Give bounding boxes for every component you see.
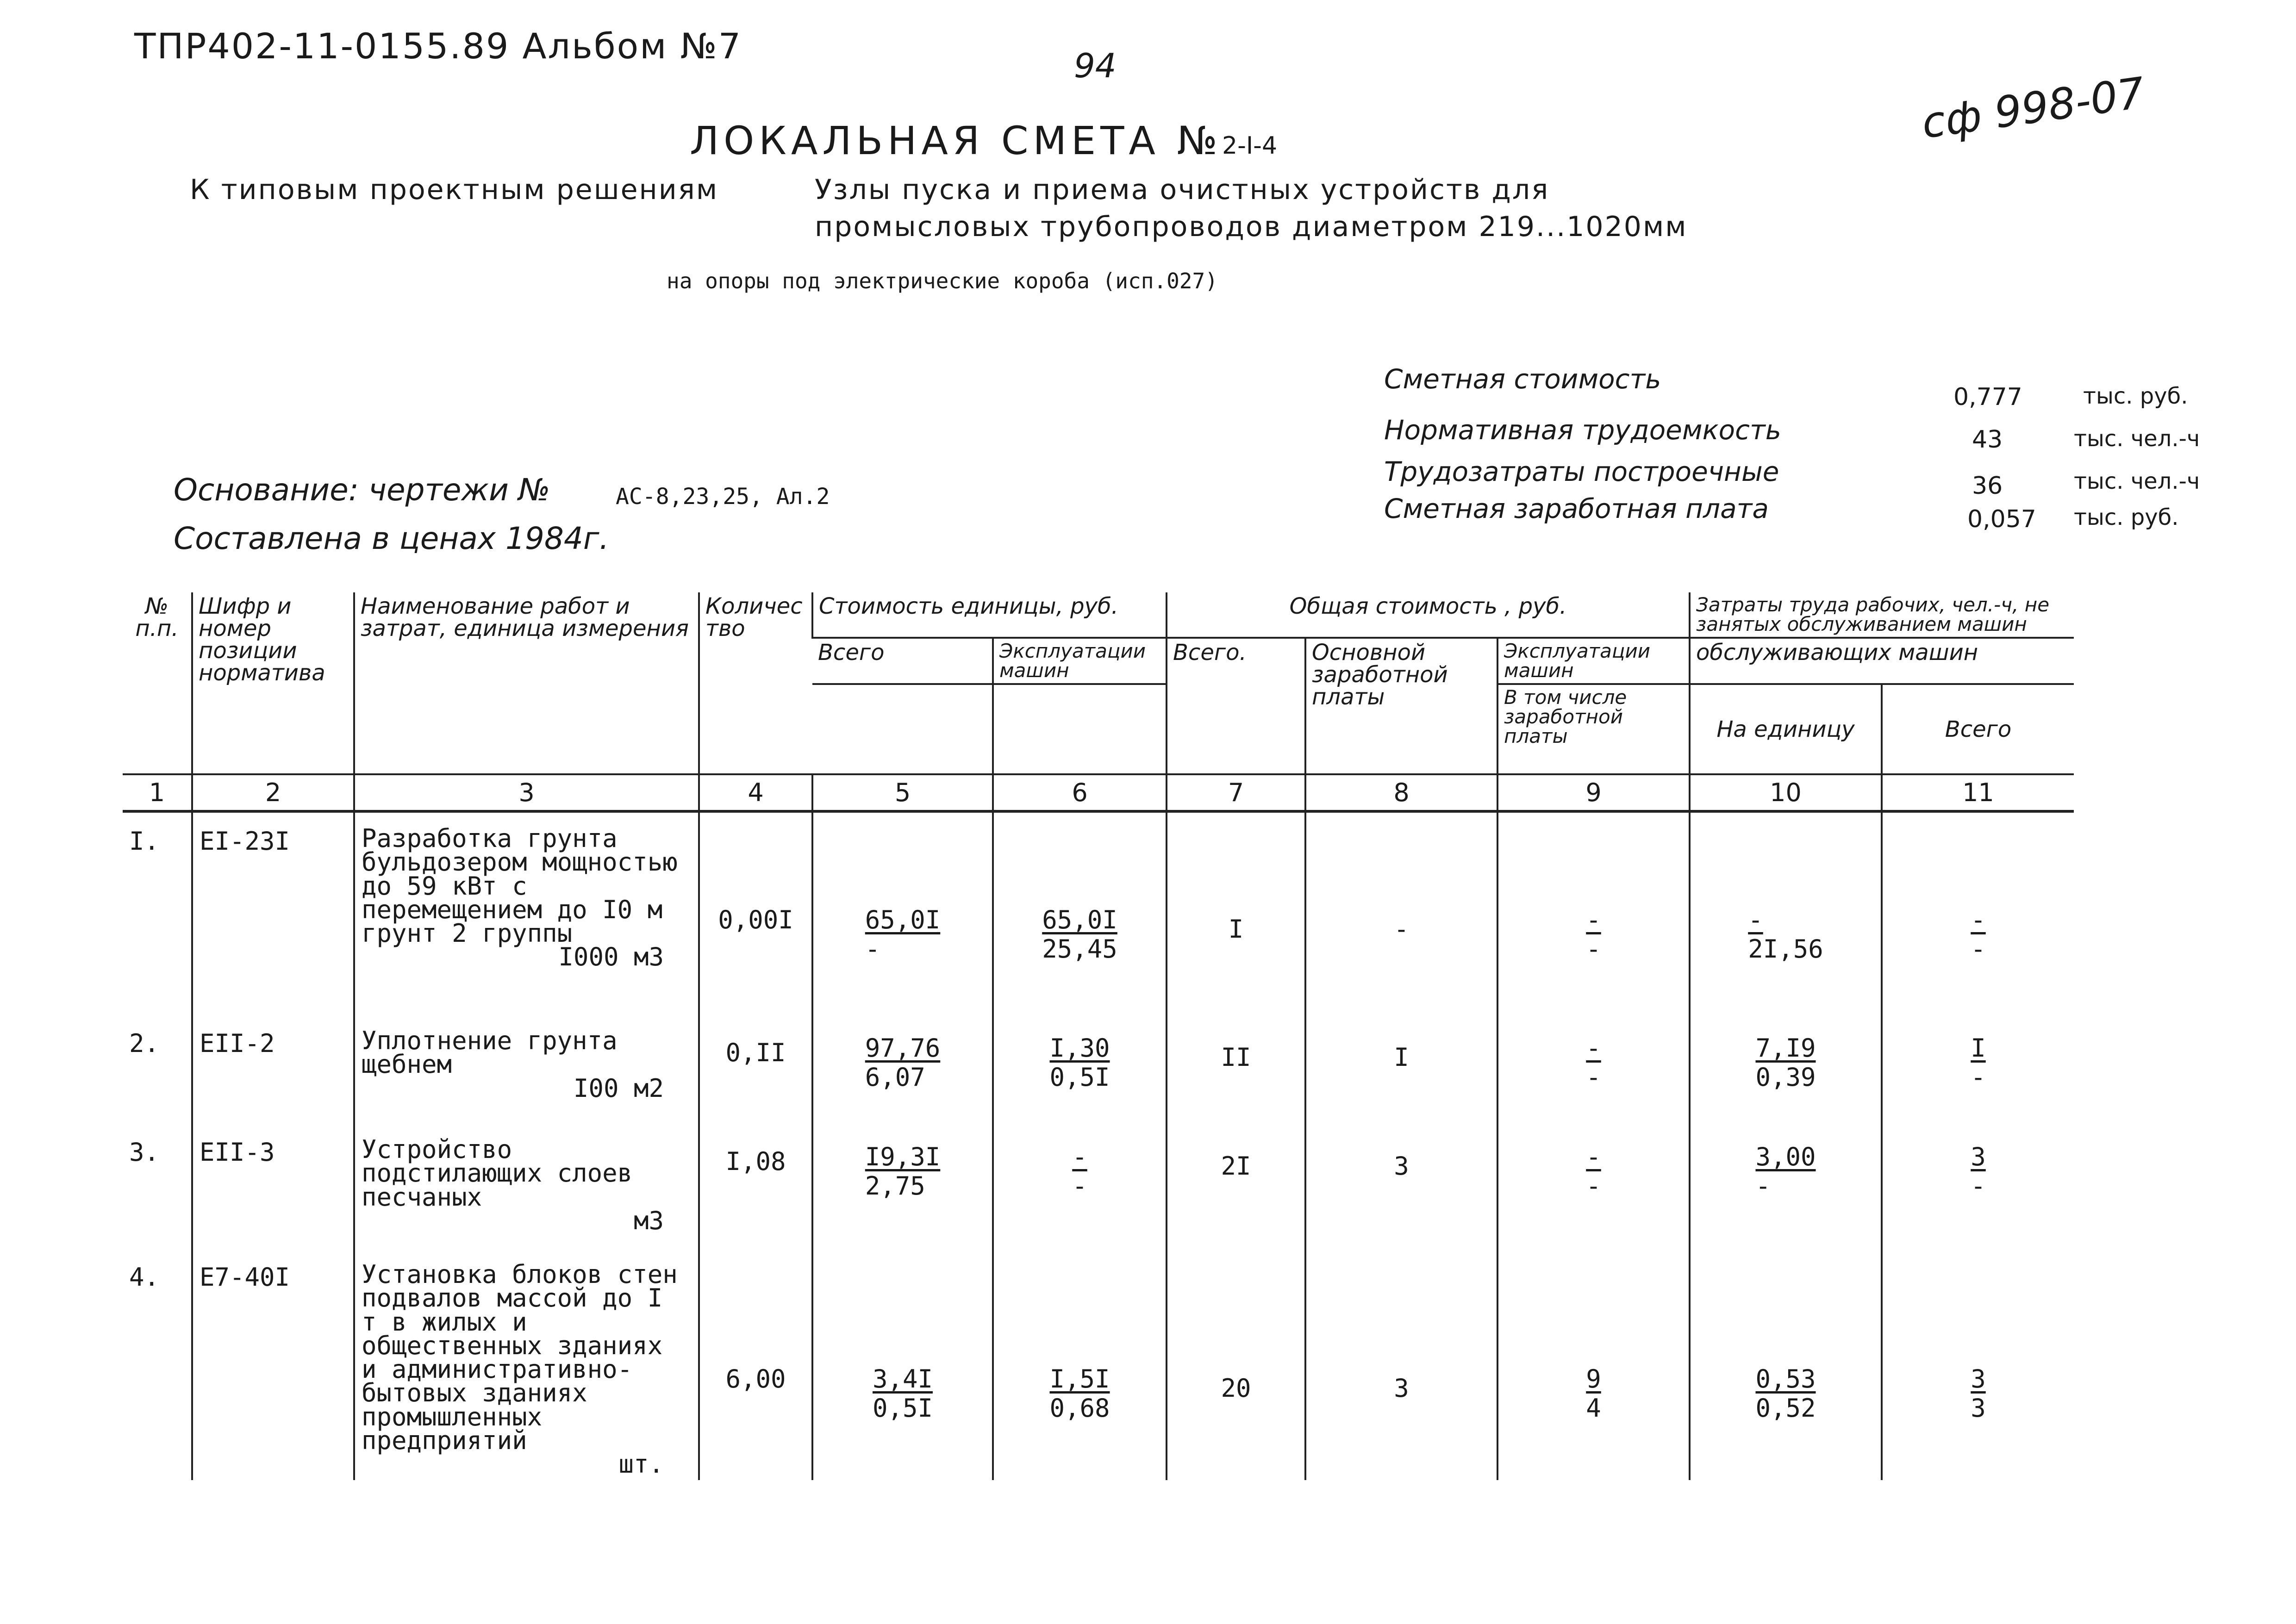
- row-quantity: 6,00: [725, 1364, 786, 1394]
- page-number: 94: [1074, 46, 1117, 85]
- header-total-machines: Эксплуатации машин: [1497, 638, 1690, 684]
- row-name: Устройство подстилающих слоев песчаных: [362, 1135, 633, 1212]
- row-quantity: I,08: [725, 1147, 786, 1176]
- summary-value: 36: [1972, 472, 2003, 500]
- header-quantity: Количество: [699, 592, 812, 774]
- column-number: 11: [1882, 774, 2074, 811]
- header-base-wages: Основной заработной платы: [1305, 638, 1497, 774]
- row-total: I: [1228, 915, 1244, 944]
- value-bottom: -: [1072, 1171, 1087, 1201]
- value-top: I: [1971, 1033, 1986, 1063]
- subtitle-right-2: промысловых трубопроводов диаметром 219...1020мм: [815, 211, 1688, 243]
- value-top: -: [1586, 1142, 1601, 1171]
- value-bottom: 6,07: [865, 1063, 925, 1092]
- column-number: 8: [1305, 774, 1497, 811]
- value-bottom: 0,68: [1049, 1394, 1110, 1423]
- row-total: II: [1221, 1043, 1251, 1072]
- value-top: 9: [1586, 1364, 1601, 1394]
- row-number: 4.: [129, 1263, 160, 1292]
- row-number: I.: [129, 827, 160, 856]
- value-top: -: [1072, 1142, 1087, 1171]
- value-top: 65,0I: [1042, 905, 1117, 934]
- row-name: Установка блоков стен подвалов массой до I т в жилых и общественных зданиях и административно-бытовых зданиях промышленных предприятий: [362, 1260, 678, 1456]
- header-labor-total: Всего: [1882, 684, 2074, 774]
- header-unit-cost: Стоимость единицы, руб.: [812, 592, 1167, 638]
- value-top: 3,00: [1755, 1142, 1816, 1171]
- summary-value: 0,057: [1967, 505, 2036, 533]
- row-base-wages: -: [1394, 915, 1409, 944]
- row-number: 2.: [129, 1029, 160, 1058]
- value-bottom: 2I,56: [1748, 934, 1823, 964]
- row-total: 20: [1221, 1374, 1251, 1403]
- value-top: I9,3I: [865, 1142, 941, 1171]
- column-number: 4: [699, 774, 812, 811]
- column-number: 6: [993, 774, 1167, 811]
- value-top: -: [1971, 905, 1986, 934]
- page-title: ЛОКАЛЬНАЯ СМЕТА №: [690, 118, 1222, 163]
- value-bottom: 0,5I: [1049, 1063, 1110, 1092]
- value-top: 65,0I: [865, 905, 941, 934]
- row-unit: м3: [633, 1206, 664, 1235]
- row-unit: шт.: [618, 1450, 664, 1479]
- row-code: ЕII-2: [200, 1029, 275, 1058]
- row-name: Уплотнение грунта щебнем: [362, 1026, 618, 1079]
- row-base-wages: I: [1394, 1043, 1409, 1072]
- header-row-number: № п.п.: [123, 592, 192, 774]
- row-base-wages: 3: [1394, 1151, 1409, 1181]
- summary-value: 43: [1972, 426, 2003, 454]
- subtitle-right-1: Узлы пуска и приема очистных устройств для: [815, 174, 1550, 206]
- header-blank: [993, 684, 1167, 774]
- row-name: Разработка грунта бульдозером мощностью до 59 кВт с перемещением до I0 м грунт 2 группы: [362, 824, 678, 948]
- header-blank: [812, 684, 993, 774]
- summary-label: Нормативная трудоемкость: [1384, 414, 1781, 446]
- value-bottom: -: [1971, 1171, 1986, 1201]
- basis-label: Основание: чертежи №: [174, 472, 550, 508]
- summary-label: Сметная заработная плата: [1384, 493, 1769, 524]
- row-unit: I000 м3: [558, 942, 664, 972]
- row-unit: I00 м2: [573, 1073, 664, 1103]
- column-number: 2: [192, 774, 354, 811]
- value-top: 7,I9: [1755, 1033, 1816, 1063]
- value-bottom: -: [1755, 1171, 1771, 1201]
- table-row: [123, 1249, 2074, 1480]
- value-bottom: -: [1586, 934, 1601, 964]
- column-number: 3: [354, 774, 699, 811]
- row-code: ЕI-23I: [200, 827, 290, 856]
- archive-stamp: сф 998-07: [1918, 68, 2148, 149]
- value-top: 3: [1971, 1364, 1986, 1394]
- column-number: 10: [1690, 774, 1882, 811]
- summary-label: Сметная стоимость: [1384, 363, 1661, 395]
- column-number: 1: [123, 774, 192, 811]
- estimate-number: 2-I-4: [1222, 132, 1278, 160]
- summary-unit: тыс. чел.-ч: [2074, 468, 2200, 494]
- summary-unit: тыс. чел.-ч: [2074, 426, 2200, 452]
- header-labor-machines: обслуживающих машин: [1690, 638, 2074, 684]
- value-top: 97,76: [865, 1033, 941, 1063]
- document-code: ТПР402-11-0155.89 Альбом №7: [134, 25, 742, 67]
- table-row: [123, 1015, 2074, 1124]
- header-total-cost: Общая стоимость , руб.: [1167, 592, 1690, 638]
- row-number: 3.: [129, 1138, 160, 1167]
- value-bottom: 0,5I: [872, 1394, 933, 1423]
- value-top: -: [1586, 1033, 1601, 1063]
- row-quantity: 0,00I: [718, 905, 793, 934]
- column-number: 5: [812, 774, 993, 811]
- header-unit-machines: Эксплуатации машин: [993, 638, 1167, 684]
- value-top: I,5I: [1049, 1364, 1110, 1394]
- value-bottom: 25,45: [1042, 934, 1117, 964]
- row-total: 2I: [1221, 1151, 1251, 1181]
- header-work-name: Наименование работ и затрат, единица измерения: [354, 592, 699, 774]
- header-per-unit: На единицу: [1690, 684, 1882, 774]
- header-unit-total: Всего: [812, 638, 993, 684]
- table-row: [123, 1124, 2074, 1249]
- value-top: 0,53: [1755, 1364, 1816, 1394]
- value-top: -: [1586, 905, 1601, 934]
- value-bottom: -: [1971, 934, 1986, 964]
- value-top: 3: [1971, 1142, 1986, 1171]
- value-top: -: [1748, 905, 1763, 934]
- column-number: 9: [1497, 774, 1690, 811]
- value-bottom: -: [1586, 1063, 1601, 1092]
- value-bottom: 0,52: [1755, 1394, 1816, 1423]
- subtitle-left: К типовым проектным решениям: [190, 174, 719, 206]
- row-code: ЕII-3: [200, 1138, 275, 1167]
- row-quantity: 0,II: [725, 1038, 786, 1067]
- summary-value: 0,777: [1953, 383, 2022, 411]
- value-bottom: 4: [1586, 1394, 1601, 1423]
- value-bottom: 0,39: [1755, 1063, 1816, 1092]
- value-bottom: -: [1971, 1063, 1986, 1092]
- table-row: [123, 811, 2074, 1015]
- value-bottom: 3: [1971, 1394, 1986, 1423]
- header-code: Шифр и номер позиции норматива: [192, 592, 354, 774]
- header-machine-wages: В том числе заработной платы: [1497, 684, 1690, 774]
- basis-drawings: АС-8,23,25, Ал.2: [616, 484, 830, 510]
- row-code: Е7-40I: [200, 1263, 290, 1292]
- row-base-wages: 3: [1394, 1374, 1409, 1403]
- value-bottom: -: [1586, 1171, 1601, 1201]
- price-basis: Составлена в ценах 1984г.: [174, 521, 609, 556]
- value-bottom: 2,75: [865, 1171, 925, 1201]
- header-total: Всего.: [1167, 638, 1305, 774]
- summary-unit: тыс. руб.: [2083, 383, 2188, 409]
- summary-label: Трудозатраты построечные: [1384, 456, 1779, 487]
- header-labor: Затраты труда рабочих, чел.-ч, не занятых обслуживанием машин: [1690, 592, 2074, 638]
- summary-unit: тыс. руб.: [2074, 504, 2179, 530]
- estimate-table: [123, 592, 2074, 1480]
- value-top: 3,4I: [872, 1364, 933, 1394]
- value-top: I,30: [1049, 1033, 1110, 1063]
- column-number: 7: [1167, 774, 1305, 811]
- value-bottom: -: [865, 934, 880, 964]
- subtitle-variant: на опоры под электрические короба (исп.027): [667, 268, 1218, 293]
